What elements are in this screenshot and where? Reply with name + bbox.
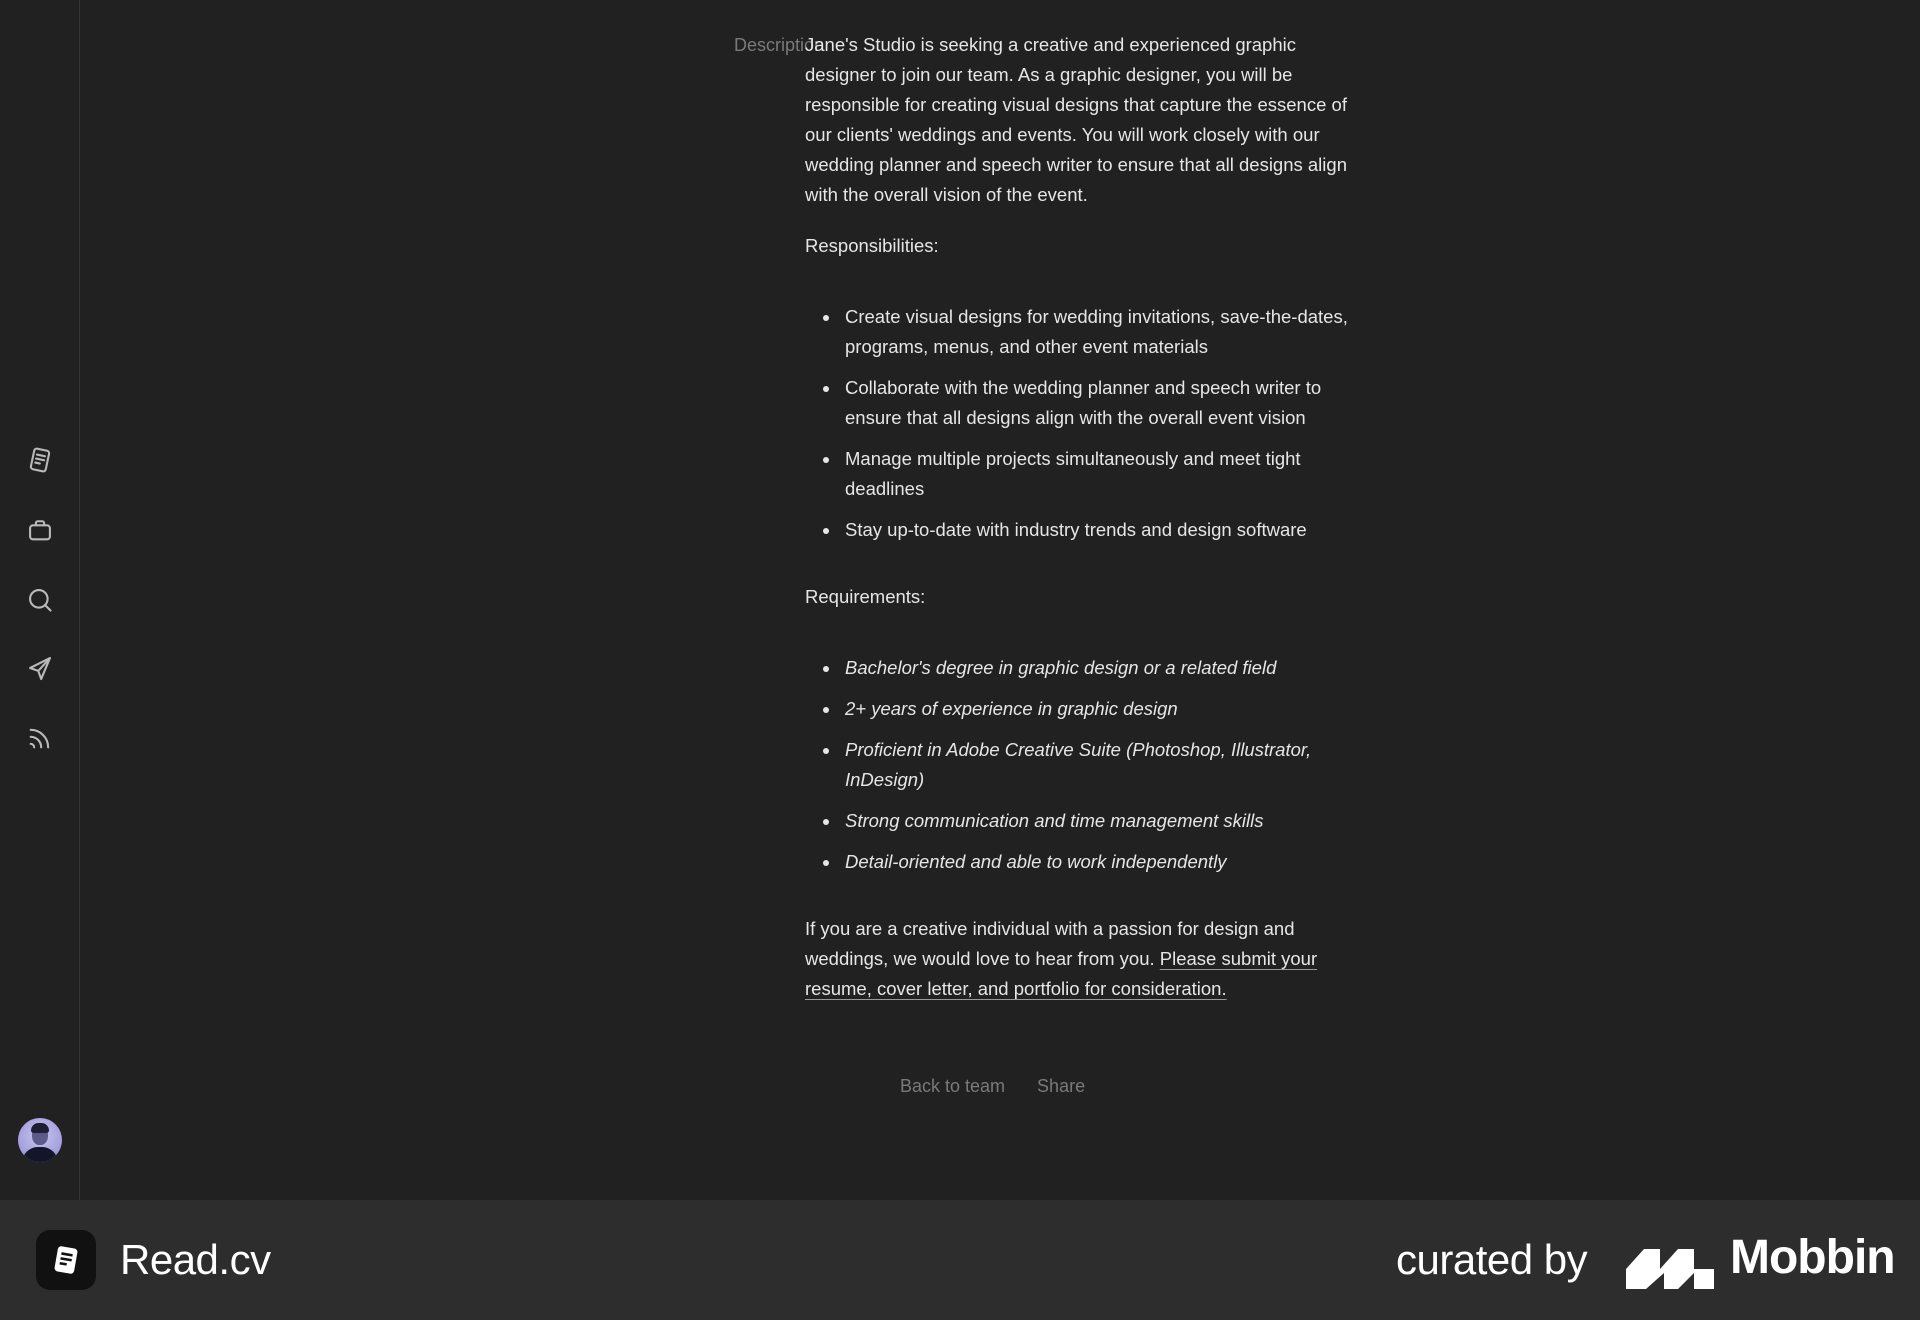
curated-by-label: curated by	[1396, 1236, 1588, 1283]
list-item: Bachelor's degree in graphic design or a related field	[845, 653, 1365, 683]
avatar[interactable]	[18, 1118, 62, 1162]
responsibilities-list	[805, 302, 1365, 545]
closing-text: If you are a creative individual with a passion for design and weddings, we would love to hear from you.	[805, 918, 1295, 969]
share-link[interactable]: Share	[1037, 1076, 1086, 1096]
rss-icon	[26, 724, 54, 752]
list-item: Strong communication and time management skills	[845, 806, 1365, 836]
list-item: 2+ years of experience in graphic design	[845, 694, 1365, 724]
list-item: Detail-oriented and able to work independently	[845, 847, 1365, 877]
briefcase-icon	[26, 516, 54, 544]
apply-link[interactable]: Please submit your resume, cover letter, and portfolio for consideration.	[805, 948, 1318, 999]
intro-paragraph: Jane's Studio is seeking a creative and experienced graphic designer to join our team. As a graphic designer, you will be responsible for creating visual designs that capture the essence of our clients' weddings and events. You will work closely with our wedding planner and speech writer to ensure that all designs align with the overall vision of the event.	[805, 34, 1347, 205]
list-item: Stay up-to-date with industry trends and design software	[845, 515, 1365, 545]
list-item: Proficient in Adobe Creative Suite (Photoshop, Illustrator, InDesign)	[845, 735, 1365, 795]
brand-name: Mobbin	[1730, 1231, 1895, 1284]
sidebar	[0, 0, 80, 1200]
list-item: Collaborate with the wedding planner and speech writer to ensure that all designs align with the overall event vision	[845, 373, 1365, 433]
app-name: Read.cv	[120, 1236, 271, 1283]
responsibilities-heading: Responsibilities:	[805, 235, 939, 256]
nav-jobs[interactable]	[24, 514, 56, 546]
closing-paragraph	[805, 914, 1365, 1004]
job-actions	[900, 1076, 1085, 1097]
requirements-list	[805, 653, 1365, 877]
back-to-team-link[interactable]: Back to team	[900, 1076, 1006, 1096]
description-body	[805, 30, 1365, 1025]
nav-search[interactable]	[24, 584, 56, 616]
mobbin-logo-icon	[1626, 1249, 1714, 1289]
description-label: Description	[733, 35, 824, 55]
readcv-logo-icon	[36, 1230, 96, 1290]
job-detail	[81, 0, 1920, 1200]
nav-feed[interactable]	[24, 722, 56, 754]
document-icon	[26, 446, 54, 474]
search-icon	[26, 586, 54, 614]
send-icon	[26, 654, 54, 682]
list-item: Create visual designs for wedding invitations, save-the-dates, programs, menus, and other event materials	[845, 302, 1365, 362]
list-item: Manage multiple projects simultaneously and meet tight deadlines	[845, 444, 1365, 504]
nav-resume[interactable]	[24, 444, 56, 476]
nav-messages[interactable]	[24, 652, 56, 684]
requirements-heading: Requirements:	[805, 586, 926, 607]
footer-banner	[0, 1200, 1920, 1320]
